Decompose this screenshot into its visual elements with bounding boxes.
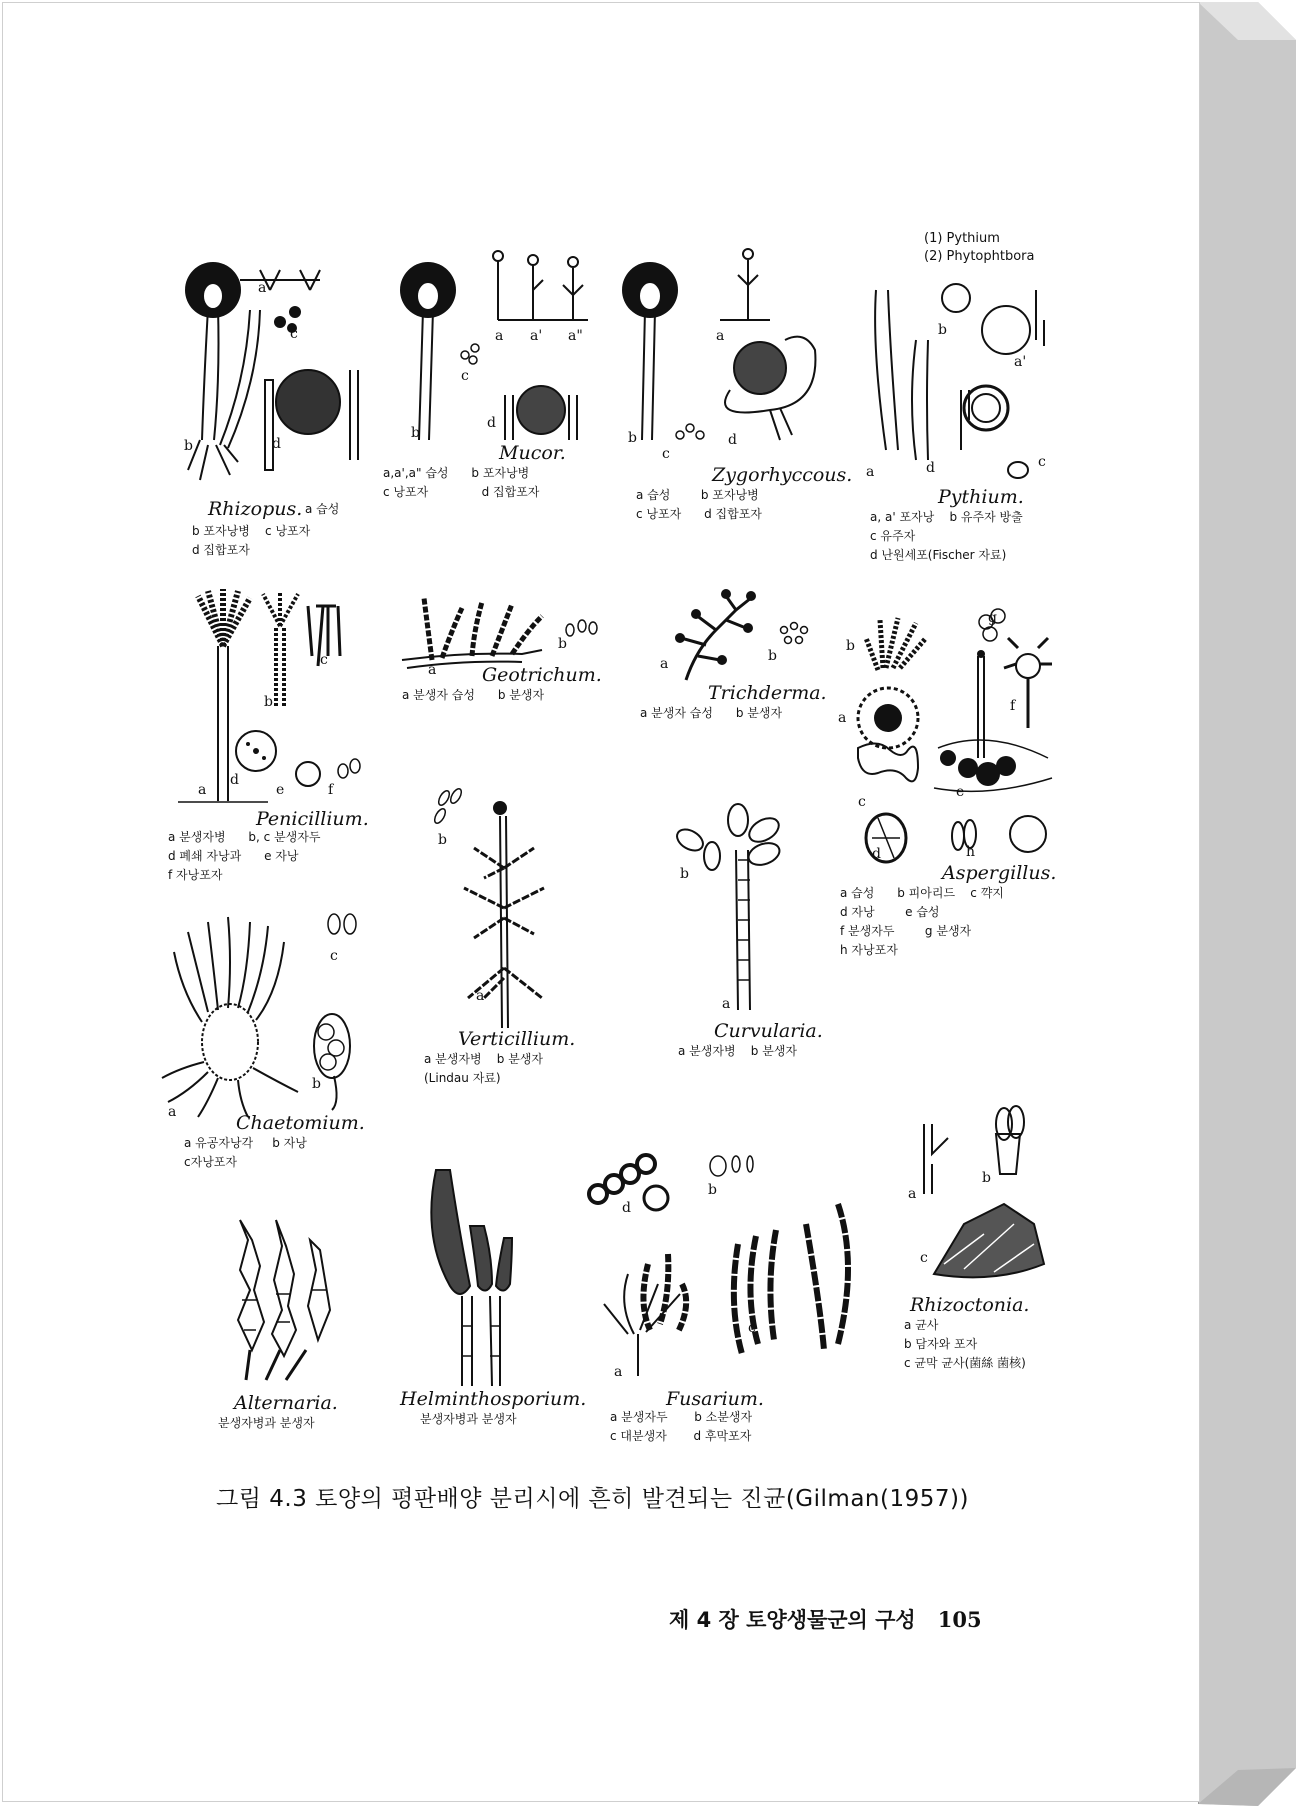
figure-name: Curvularia. — [714, 1020, 823, 1042]
label-b: b — [768, 648, 777, 664]
figure-legend: a,a',a" 습성 b 포자낭병 c 낭포자 d 집합포자 — [383, 466, 540, 499]
figure-rhizopus — [180, 240, 380, 570]
figure-legend: a 습성 b 피아리드 c 꺅지 d 자낭 e 습성 f 분생자두 g 분생자 h 자낭포자 — [840, 886, 1004, 957]
book-edge — [1198, 0, 1298, 1806]
figure-geotrichum — [402, 590, 602, 720]
verticillium-illustration — [424, 788, 624, 1028]
figure-name: Pythium. — [938, 486, 1024, 508]
label-g: g — [988, 610, 997, 626]
label-a: a — [716, 328, 725, 344]
label-a: a — [428, 662, 437, 678]
label-b: b — [680, 866, 689, 882]
figure-alternaria — [210, 1210, 380, 1440]
page-number: 105 — [937, 1607, 982, 1632]
figure-chaetomium — [168, 912, 388, 1182]
figure-name: Aspergillus. — [942, 862, 1057, 884]
figure-caption: 그림 4.3 토양의 평판배양 분리시에 흔히 발견되는 진균(Gilman(1957)) — [216, 1486, 969, 1512]
label-b: b — [411, 425, 420, 441]
label-c: c — [461, 368, 469, 384]
label-b: b — [846, 638, 855, 654]
figure-name: Zygorhyccous. — [712, 464, 853, 486]
figure-name: Rhizoctonia. — [910, 1294, 1030, 1316]
label-a: a — [838, 710, 847, 726]
fusarium-illustration — [588, 1144, 868, 1384]
label-c: c — [290, 326, 298, 342]
figure-name: Trichderma. — [708, 682, 827, 704]
label-a-prime: a' — [1014, 354, 1027, 370]
figure-name: Mucor. — [499, 442, 566, 464]
figure-legend: 분생자병과 분생자 — [218, 1416, 315, 1430]
figure-legend-inline: a 습성 — [305, 502, 340, 516]
label-b: b — [982, 1170, 991, 1186]
label-c: c — [1038, 454, 1046, 470]
label-d: d — [230, 772, 239, 788]
figure-trichoderma — [636, 590, 836, 730]
figure-aspergillus — [838, 598, 1068, 978]
label-b: b — [628, 430, 637, 446]
label-a: a — [198, 782, 207, 798]
rhizoctonia-illustration — [904, 1094, 1104, 1294]
figure-name: Alternaria. — [234, 1392, 338, 1414]
label-a: a — [866, 464, 875, 480]
label-c: c — [330, 948, 338, 964]
figure-curvularia — [676, 790, 846, 1070]
label-c: c — [662, 446, 670, 462]
figure-name: Penicillium. — [256, 808, 369, 830]
label-d: d — [272, 436, 281, 452]
figure-legend: b 포자낭병 c 낭포자 d 집합포자 — [192, 524, 311, 557]
label-a: a — [614, 1364, 623, 1380]
label-b: b — [938, 322, 947, 338]
figure-helminthosporium — [400, 1156, 590, 1436]
curvularia-illustration — [676, 790, 846, 1010]
label-f: f — [328, 782, 334, 798]
figure-penicillium — [168, 586, 408, 896]
label-d: d — [872, 846, 881, 862]
label-b: b — [708, 1182, 717, 1198]
figure-legend: a 유공자낭각 b 자낭 c자낭포자 — [184, 1136, 307, 1169]
figure-legend: a 균사 b 담자와 포자 c 균막 균사(菌絲 菌核) — [904, 1318, 1026, 1370]
label-b: b — [438, 832, 447, 848]
label-h: h — [966, 844, 976, 860]
figure-legend: a 분생자 습성 b 분생자 — [402, 688, 545, 702]
figure-zygorhynchus — [620, 240, 853, 530]
figure-legend: a, a' 포자낭 b 유주자 방출 c 유주자 d 난원세포(Fischer 자료) — [870, 510, 1023, 562]
chaetomium-illustration — [168, 912, 388, 1122]
figure-legend: a 분생자병 b, c 분생자두 d 폐쇄 자낭과 e 자낭 f 자낭포자 — [168, 830, 321, 882]
label-a: a — [908, 1186, 917, 1202]
figure-legend: a 분생자 습성 b 분생자 — [640, 706, 783, 720]
figure-legend: a 습성 b 포자낭병 c 낭포자 d 집합포자 — [636, 488, 762, 521]
label-a: a — [258, 280, 267, 296]
figure-legend: a 분생자두 b 소분생자 c 대분생자 d 후막포자 — [610, 1410, 753, 1443]
helminthosporium-illustration — [400, 1156, 590, 1386]
label-b: b — [312, 1076, 321, 1092]
label-c: c — [858, 794, 866, 810]
label-c: c — [320, 652, 328, 668]
label-c: c — [748, 1320, 756, 1336]
alternaria-illustration — [210, 1210, 380, 1390]
label-f: f — [1010, 698, 1016, 714]
figure-rhizoctonia — [904, 1094, 1104, 1404]
label-b: b — [184, 438, 193, 454]
chapter-title: 제 4 장 토양생물군의 구성 — [669, 1608, 916, 1632]
figure-name: Rhizopus. — [208, 498, 303, 520]
pythium-note: (1) Pythium (2) Phytophtbora — [924, 231, 1035, 264]
label-b: b — [264, 694, 273, 710]
label-a-double-prime: a" — [568, 328, 583, 344]
figure-name: Geotrichum. — [482, 664, 602, 686]
aspergillus-illustration — [838, 598, 1068, 868]
figure-legend: 분생자병과 분생자 — [420, 1412, 517, 1426]
label-d: d — [926, 460, 935, 476]
figure-name: Verticillium. — [458, 1028, 576, 1050]
label-a: a — [660, 656, 669, 672]
label-c: c — [920, 1250, 928, 1266]
figure-name: Fusarium. — [666, 1388, 764, 1410]
geotrichum-illustration — [402, 590, 602, 670]
label-a: a — [476, 988, 485, 1004]
label-e: e — [956, 784, 965, 800]
label-a: a — [722, 996, 731, 1012]
label-d: d — [487, 415, 496, 431]
figure-verticillium — [424, 788, 624, 1098]
label-a-prime: a' — [530, 328, 543, 344]
label-a: a — [495, 328, 504, 344]
label-d: d — [622, 1200, 631, 1216]
pythium-illustration — [866, 270, 1086, 480]
page-footer — [669, 1604, 982, 1634]
label-d: d — [728, 432, 737, 448]
rhizopus-illustration — [180, 240, 380, 490]
figure-fusarium — [588, 1144, 868, 1444]
figure-name: Chaetomium. — [236, 1112, 365, 1134]
figure-mucor — [383, 240, 603, 520]
zygorhynchus-illustration — [620, 240, 850, 450]
figure-name: Helminthosporium. — [400, 1388, 587, 1410]
label-b: b — [558, 636, 567, 652]
figure-pythium — [866, 270, 1086, 570]
figure-legend: a 분생자병 b 분생자 — [678, 1044, 798, 1058]
label-e: e — [276, 782, 285, 798]
label-a: a — [168, 1104, 177, 1120]
figure-legend: a 분생자병 b 분생자 (Lindau 자료) — [424, 1052, 544, 1085]
